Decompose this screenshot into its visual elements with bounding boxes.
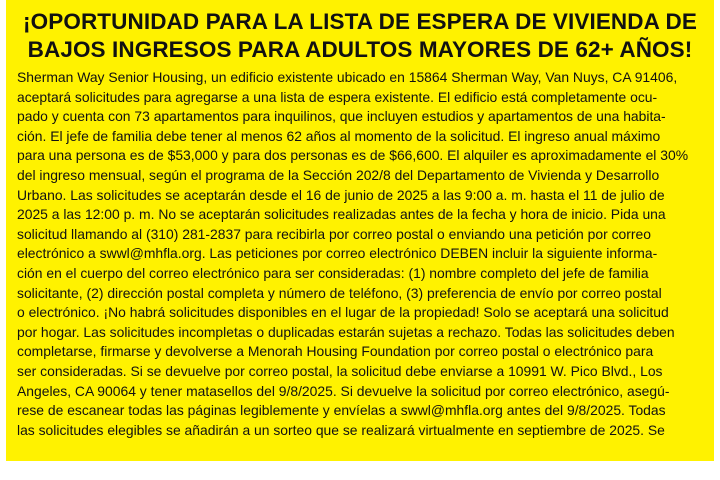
body-line: por hogar. Las solicitudes incompletas o duplicadas estarán sujetas a rechazo. Todas las solicitudes deben — [17, 323, 675, 340]
body-line: las solicitudes elegibles se añadirán a un sorteo que se realizará virtualmente en septiembre de 2025. Se — [17, 421, 665, 438]
headline-line-2: BAJOS INGRESOS PARA ADULTOS MAYORES DE 62+ AÑOS! — [27, 37, 693, 62]
body-line: pado y cuenta con 73 apartamentos para inquilinos, que incluyen estudios y apartamentos de una habita- — [17, 108, 666, 125]
body-line: 2025 a las 12:00 p. m. No se aceptarán solicitudes realizadas antes de la fecha y hora de inicio. Pida una — [17, 206, 666, 223]
notice-panel — [6, 0, 714, 461]
body-line: para una persona es de $53,000 y para dos personas es de $66,600. El alquiler es aproximadamente el 30% — [17, 147, 689, 164]
body-line: del ingreso mensual, según el programa de la Sección 202/8 del Departamento de Vivienda y Desarrollo — [17, 166, 660, 183]
body-line: Sherman Way Senior Housing, un edificio existente ubicado en 15864 Sherman Way, Van Nuys, CA 91406, — [17, 69, 678, 85]
body-line: o electrónico. ¡No habrá solicitudes disponibles en el lugar de la propiedad! Solo se aceptará una solicitud — [17, 304, 669, 321]
body-line: ser consideradas. Si se devuelve por correo postal, la solicitud debe enviarse a 10991 W. Pico Blvd., Los — [17, 362, 663, 379]
body-line: solicitante, (2) dirección postal completa y número de teléfono, (3) preferencia de envío por correo postal — [17, 284, 662, 301]
notice-body — [17, 68, 703, 440]
notice-headline — [16, 8, 704, 64]
body-line: Angeles, CA 90064 y tener matasellos del 9/8/2025. Si devuelve la solicitud por correo electrónico, asegú- — [17, 382, 670, 399]
body-line: completarse, firmarse y devolverse a Menorah Housing Foundation por correo postal o electrónico para — [17, 343, 654, 360]
body-line: electrónico a swwl@mhfla.org. Las peticiones por correo electrónico DEBEN incluir la siguiente informa- — [17, 245, 658, 262]
body-line: ción. El jefe de familia debe tener al menos 62 años al momento de la solicitud. El ingreso anual máximo — [17, 127, 661, 144]
body-line: rese de escanear todas las páginas legiblemente y envíelas a swwl@mhfla.org antes del 9/8/2025. Todas — [17, 402, 666, 419]
headline-line-1: ¡OPORTUNIDAD PARA LA LISTA DE ESPERA DE VIVIENDA DE — [23, 9, 697, 34]
body-line: solicitud llamando al (310) 281-2837 para recibirla por correo postal o enviando una petición por correo — [17, 225, 651, 242]
body-line: Urbano. Las solicitudes se aceptarán desde el 16 de junio de 2025 a las 9:00 a. m. hasta el 11 de julio de — [17, 186, 665, 203]
body-line: aceptará solicitudes para agregarse a una lista de espera existente. El edificio está completamente ocu- — [17, 88, 658, 105]
body-line: ción en el cuerpo del correo electrónico para ser consideradas: (1) nombre completo del jefe de familia — [17, 264, 649, 281]
